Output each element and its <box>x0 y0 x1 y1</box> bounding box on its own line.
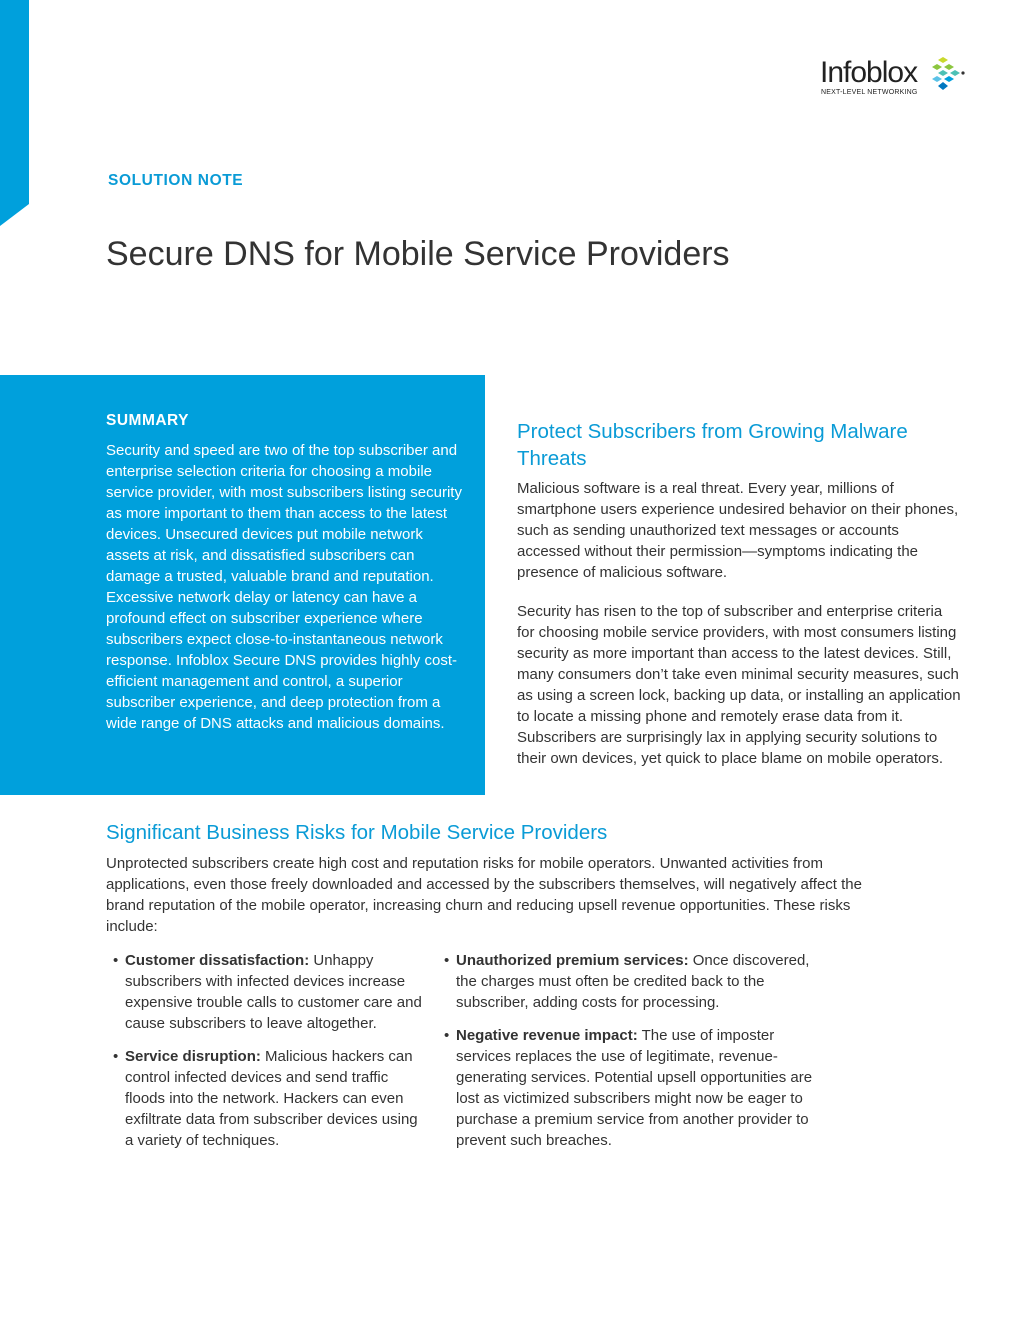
risks-list-left <box>106 950 426 1163</box>
infoblox-logo <box>820 56 970 100</box>
list-item <box>437 950 822 1013</box>
decorative-side-strip <box>0 0 29 226</box>
list-item <box>437 1025 822 1151</box>
protect-paragraph-1: Malicious software is a real threat. Every year, millions of smartphone users experience undesired behavior on their phones, such as sending unauthorized text messages or accounts accessed without their permission—symptoms indicating the presence of malicious software. <box>517 480 959 581</box>
list-item <box>106 950 426 1034</box>
risks-list-right <box>437 950 822 1163</box>
item-label: Service disruption: <box>125 1048 261 1065</box>
risks-heading: Significant Business Risks for Mobile Service Providers <box>106 821 608 844</box>
page-title: Secure DNS for Mobile Service Providers <box>106 235 730 273</box>
protect-paragraph-2: Security has risen to the top of subscriber and enterprise criteria for choosing mobile service providers, with most consumers listing security as more important than access to the latest devices. Still, many consumers don’t take even minimal security measures, such as using a screen lock, backing up data, or installing an application to locate a missing phone and remotely erase data from it. Subscribers are surprisingly lax in applying security solutions to their own devices, yet quick to place blame on mobile operators. <box>517 603 961 767</box>
logo-diamond-icon <box>928 56 968 94</box>
list-item <box>106 1046 426 1151</box>
risks-intro: Unprotected subscribers create high cost and reputation risks for mobile operators. Unwanted activities from applications, even those freely downloaded and accessed by the subscribers themselves, will negatively affect the brand reputation of the mobile operator, increasing churn and reducing upsell revenue opportunities. These risks include: <box>106 855 862 935</box>
item-label: Negative revenue impact: <box>456 1027 638 1044</box>
item-text: Once discovered, the charges must often be credited back to the subscriber, adding costs for processing. <box>456 952 810 1011</box>
summary-heading: SUMMARY <box>106 412 190 429</box>
item-text: The use of imposter services replaces the use of legitimate, revenue-generating services. Potential upsell opportunities are lost as victimized subscribers might now be eager to purchase a premium service from another provider to prevent such breaches. <box>456 1027 813 1149</box>
item-text: Unhappy subscribers with infected devices increase expensive trouble calls to customer care and cause subscribers to leave altogether. <box>125 952 422 1032</box>
summary-text: Security and speed are two of the top subscriber and enterprise selection criteria for choosing a mobile service provider, with most subscribers listing security as more important to them than access to the latest devices. Unsecured devices put mobile network assets at risk, and dissatisfied subscribers can damage a trusted, valuable brand and reputation. Excessive network delay or latency can have a profound effect on subscriber experience where subscribers expect close-to-instantaneous network response. Infoblox Secure DNS provides highly cost-efficient management and control, a superior subscriber experience, and deep protection from a wide range of DNS attacks and malicious domains. <box>106 442 462 732</box>
item-text: Malicious hackers can control infected devices and send traffic floods into the network. Hackers can even exfiltrate data from subscriber devices using a variety of techniques. <box>125 1048 418 1149</box>
logo-wordmark: Infoblox <box>820 56 918 89</box>
protect-heading: Protect Subscribers from Growing Malware Threats <box>517 420 908 470</box>
item-label: Unauthorized premium services: <box>456 952 689 969</box>
item-label: Customer dissatisfaction: <box>125 952 310 969</box>
logo-tagline: NEXT-LEVEL NETWORKING <box>821 89 918 96</box>
document-type-label: SOLUTION NOTE <box>108 172 244 189</box>
